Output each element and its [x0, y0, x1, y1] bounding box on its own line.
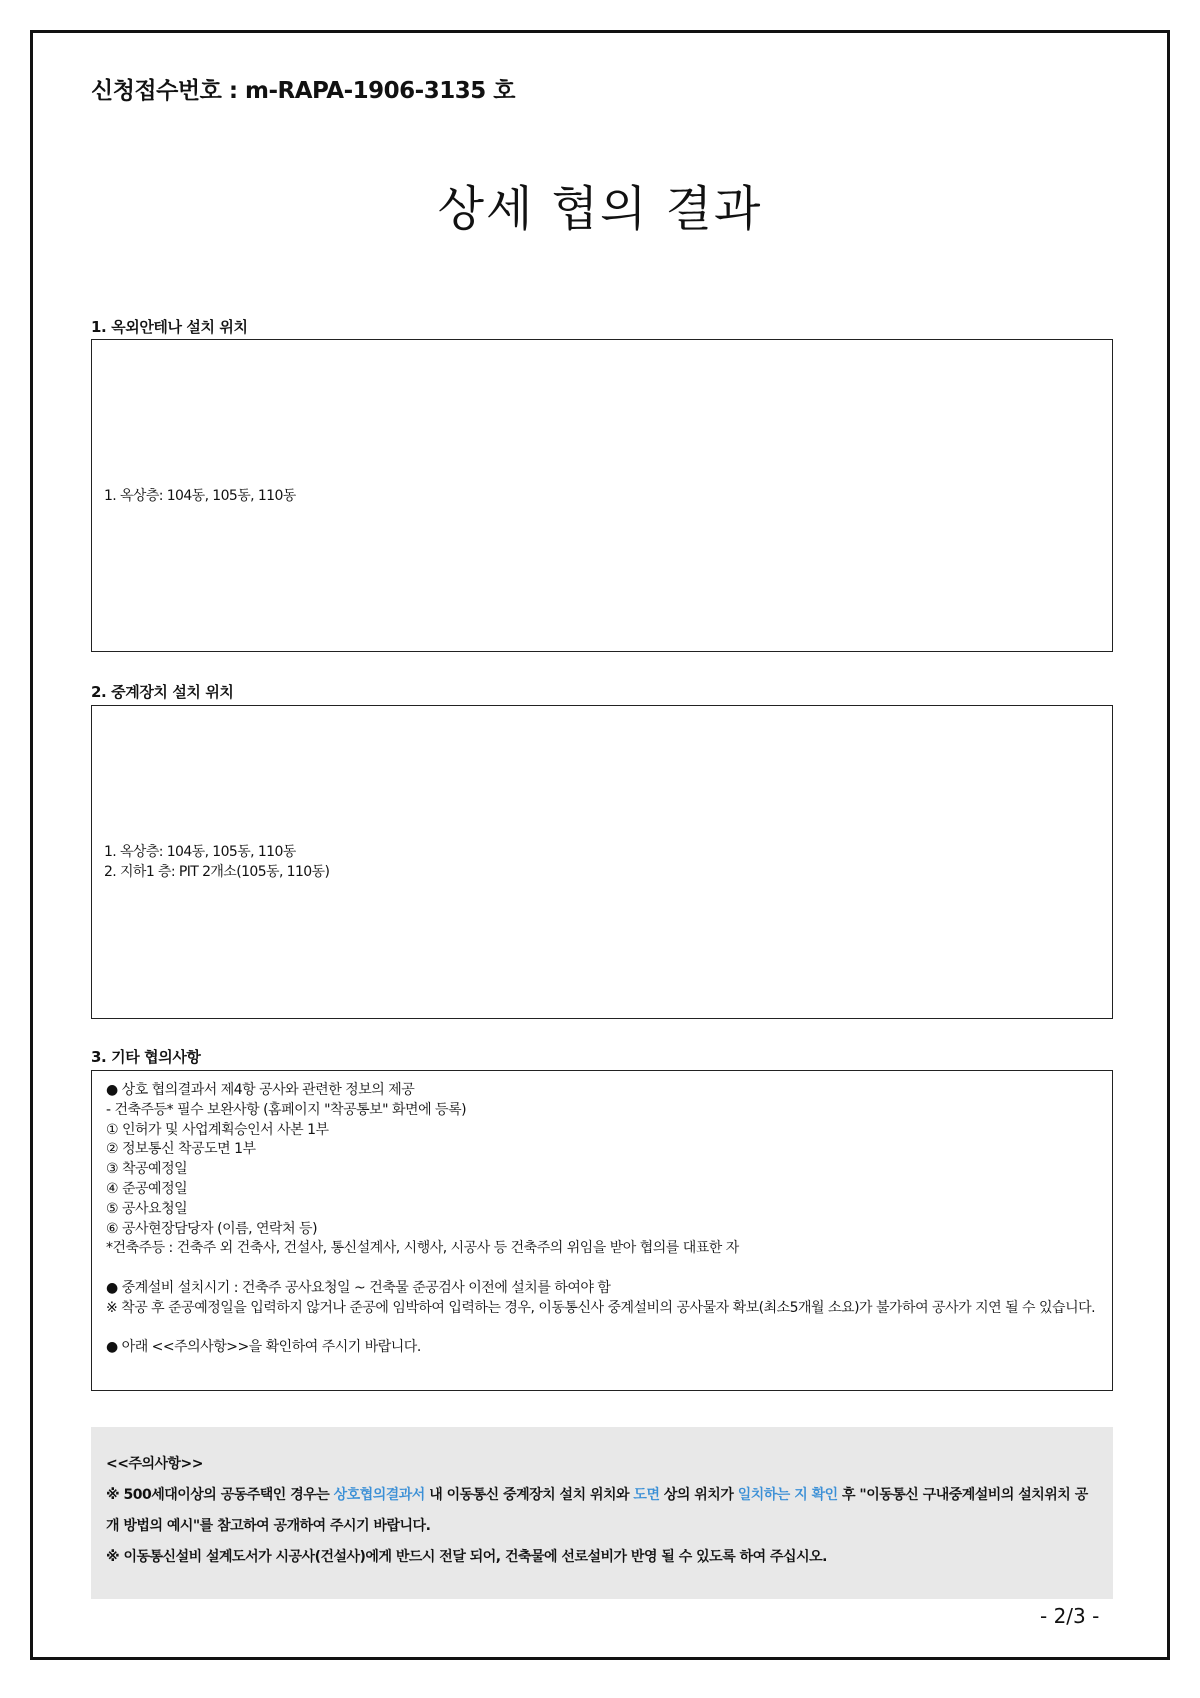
section-heading-repeater: 2. 중계장치 설치 위치 [91, 683, 234, 701]
etc-line: ● 중계설비 설치시기 : 건축주 공사요청일 ~ 건축물 준공검사 이전에 설치를 하여야 함 [106, 1279, 611, 1296]
etc-line: ⑥ 공사현장담당자 (이름, 연락처 등) [106, 1220, 318, 1237]
etc-line: - 건축주등* 필수 보완사항 (홈페이지 "착공통보" 화면에 등록) [106, 1101, 467, 1118]
repeater-location-line: 2. 지하1 층: PIT 2개소(105동, 110동) [104, 864, 330, 880]
section-heading-etc: 3. 기타 협의사항 [91, 1048, 201, 1066]
etc-line: ⑤ 공사요청일 [106, 1200, 188, 1217]
etc-line: ③ 착공예정일 [106, 1161, 188, 1178]
etc-agreement-box [91, 1070, 1113, 1391]
caution-text: 내 이동통신 중계장치 설치 위치와 [424, 1487, 634, 1503]
etc-spacer [106, 1259, 1098, 1279]
etc-line: ② 정보통신 착공도면 1부 [106, 1141, 256, 1158]
repeater-location-box [91, 705, 1113, 1019]
caution-text: ※ 500세대이상의 공동주택인 경우는 [106, 1487, 334, 1503]
etc-line: ● 아래 <<주의사항>>을 확인하여 주시기 바랍니다. [106, 1339, 421, 1356]
etc-spacer [106, 1319, 1098, 1339]
etc-line: ● 상호 협의결과서 제4항 공사와 관련한 정보의 제공 [106, 1082, 415, 1098]
caution-text: 후 "이동통신 구내중계설비의 설치위치 공개 방법의 예시"를 참고하여 공개하여 주시기 바랍니다. [106, 1487, 1088, 1534]
antenna-location-box [91, 339, 1113, 652]
caution-highlight: 일치하는 지 확인 [737, 1487, 838, 1503]
caution-line-2: ※ 이동통신설비 설계도서가 시공사(건설사)에게 반드시 전달 되어, 건축물에 선로설비가 반영 될 수 있도록 하여 주십시오. [106, 1549, 827, 1565]
application-number: 신청접수번호 : m-RAPA-1906-3135 호 [91, 78, 515, 104]
caution-line-1 [106, 1480, 1098, 1542]
repeater-location-line: 1. 옥상층: 104동, 105동, 110동 [104, 844, 296, 860]
page-number: - 2/3 - [1040, 1604, 1100, 1628]
etc-line: *건축주등 : 건축주 외 건축사, 건설사, 통신설계사, 시행사, 시공사 등 건축주의 위임을 받아 협의를 대표한 자 [106, 1240, 739, 1257]
caution-heading: <<주의사항>> [106, 1456, 204, 1472]
etc-line: ① 인허가 및 사업계획승인서 사본 1부 [106, 1121, 329, 1138]
etc-line: ④ 준공예정일 [106, 1180, 188, 1197]
caution-highlight: 도면 [633, 1487, 660, 1503]
caution-notice [91, 1427, 1113, 1599]
caution-highlight: 상호협의결과서 [333, 1487, 425, 1503]
document-title: 상세 협의 결과 [437, 181, 763, 237]
caution-text: 상의 위치가 [659, 1487, 738, 1503]
section-heading-antenna: 1. 옥외안테나 설치 위치 [91, 318, 248, 336]
antenna-location-line: 1. 옥상층: 104동, 105동, 110동 [104, 487, 296, 504]
etc-line: ※ 착공 후 준공예정일을 입력하지 않거나 준공에 임박하여 입력하는 경우, 이동통신사 중계설비의 공사물자 확보(최소5개월 소요)가 불가하여 공사가 지연 될 수 있습니다. [106, 1299, 1096, 1316]
